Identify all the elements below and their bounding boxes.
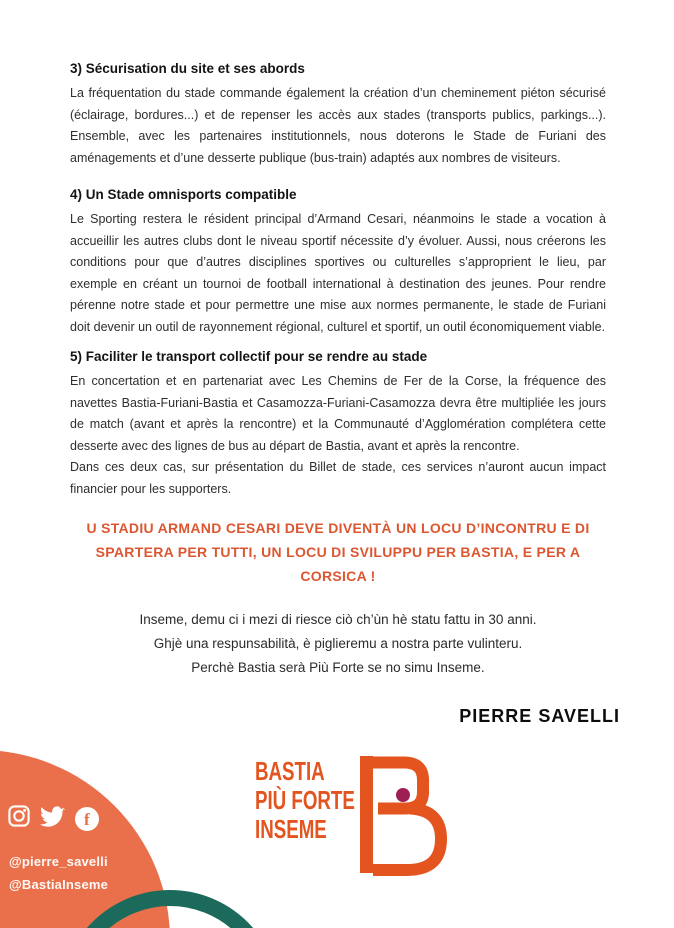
section-5-paragraph-2: Dans ces deux cas, sur présentation du Billet de stade, ces services n’auront aucun impact financier pour les supporters. [70,460,606,496]
facebook-icon: f [75,807,99,831]
slogan-line-2: SPARTERA PER TUTTI, UN LOCU DI SVILUPPU PER BASTIA, E PER A CORSICA ! [95,544,581,584]
campaign-wordmark [255,756,355,844]
wordmark-line-3: INSEME [255,814,327,844]
logo-dot [396,788,410,802]
social-handles [9,850,108,896]
section-5-paragraph-1: En concertation et en partenariat avec Les Chemins de Fer de la Corse, la fréquence des navettes Bastia-Furiani-Bastia et Casamozza-Furiani-Casamozza devra être multipliée les jours de match (avant et après la rencontre) et la Communauté d’Agglomération complétera cette desserte avec des lignes de bus au départ de Bastia, avant et après la rencontre. [70,374,606,453]
logo-top-loop [373,763,423,809]
closing-line-1: Inseme, demu ci i mezi di riesce ciò ch’ùn hè statu fattu in 30 anni. [139,612,537,627]
handle-pierre-savelli: @pierre_savelli [9,854,108,869]
section-3-heading: 3) Sécurisation du site et ses abords [70,61,305,76]
social-icons-row [8,805,99,832]
wordmark-line-1: BASTIA [255,756,325,786]
campaign-logo-icon [356,751,448,882]
closing-line-2: Ghjè una respunsabilità, è piglieremu a nostra parte vulinteru. [153,636,523,651]
main-text-column [70,60,620,727]
section-4-paragraph: Le Sporting restera le résident principal d’Armand Cesari, néanmoins le stade a vocation à accueillir les autres clubs dont le niveau sportif nécessite d’y évoluer. Aussi, nous créerons les conditions pour que d’autres disciplines sportives ou culturelles s’approprient le lieu, par exemple en créant un tournoi de football international à destination des jeunes. Pour rendre pérenne notre stade et pour permettre une mise aux normes permanente, le stade de Furiani doit devenir un outil de rayonnement régional, culturel et sportif, un outil économiquement viable. [70,212,606,334]
twitter-icon [40,806,65,832]
instagram-icon [8,805,30,832]
logo-bottom-loop [373,809,441,871]
section-4-heading: 4) Un Stade omnisports compatible [70,187,297,202]
slogan-banner [70,516,606,588]
section-5-heading: 5) Faciliter le transport collectif pour se rendre au stade [70,349,428,364]
slogan-line-1: U STADIU ARMAND CESARI DEVE DIVENTÀ UN LOCU D’INCONTRU E DI [86,520,590,536]
closing-statement [70,608,606,680]
handle-bastia-inseme: @BastiaInseme [9,877,109,892]
signature-pierre-savelli: PIERRE SAVELLI [459,706,620,726]
logo-stem [360,756,373,873]
wordmark-line-2: PIÙ FORTE [255,785,355,815]
section-3-paragraph: La fréquentation du stade commande également la création d’un cheminement piéton sécurisé (éclairage, bordures...) et de repenser les accès aux stades (transports publics, parkings...). Ensemble, avec les partenaires institutionnels, nous doterons le Stade de Furiani des aménagements et d’une desserte publique (bus-train) adaptés aux nombres de visiteurs. [70,86,606,165]
closing-line-3: Perchè Bastia serà Più Forte se no simu Inseme. [191,660,485,675]
